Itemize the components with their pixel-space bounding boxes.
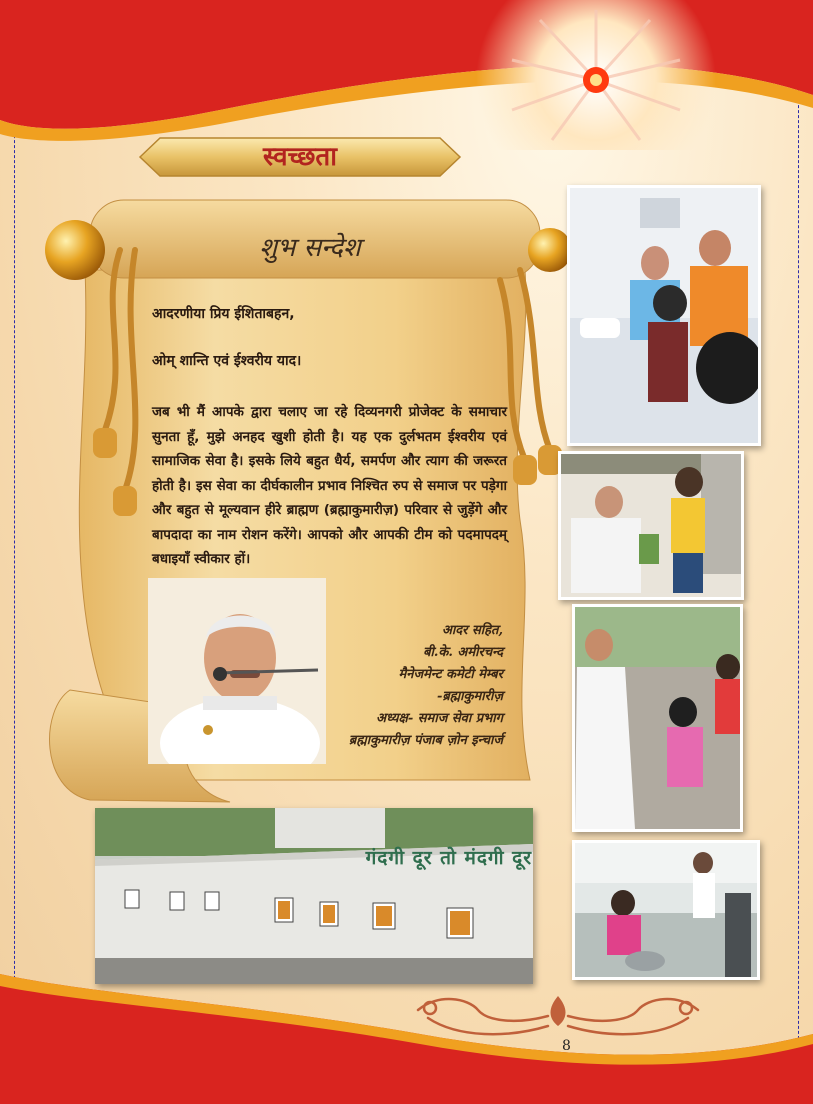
signature-line: अध्यक्ष- समाज सेवा प्रभाग bbox=[376, 711, 503, 726]
signature-line: आदर सहित, bbox=[441, 623, 503, 638]
page-number: 8 bbox=[562, 1038, 571, 1054]
photo-dish-washing bbox=[572, 840, 760, 980]
signature-block bbox=[203, 620, 503, 752]
signature-line: बी.के. अमीरचन्द bbox=[423, 645, 503, 660]
top-banner bbox=[0, 0, 813, 150]
signature-line: मैनेजमेन्ट कमेटी मेम्बर bbox=[398, 667, 503, 682]
crop-mark bbox=[14, 0, 15, 1104]
photo-children-handwash bbox=[567, 185, 761, 446]
scroll-title: शुभ सन्देश bbox=[259, 233, 361, 263]
letter-body: जब भी मैं आपके द्वारा चलाए जा रहे दिव्यनगरी प्रोजेक्ट के समाचार सुनता हूँ, मुझे अनहद खुशी होती है। यह एक दुर्लभतम ईश्वरीय एवं सामाजिक सेवा है। इसके लिये बहुत धैर्य, समर्पण और त्याग की जरूरत होती है। इस सेवा का दीर्घकालीन प्रभाव निश्चित रुप से समाज पर पड़ेगा और बहुत से मूल्यवान हीरे ब्राह्मण (ब्रह्माकुमारीज़) परिवार से जुड़ेंगे और बापदादा का नाम रोशन करेंगे। आपको और आपकी टीम को पदमापदम् बधाइयाँ स्वीकार हों। bbox=[152, 404, 507, 567]
letter bbox=[152, 304, 507, 572]
wall-slogan: गंदगी दूर तो मंदगी दूर bbox=[365, 847, 532, 869]
ornament-flourish bbox=[408, 988, 708, 1048]
crop-mark bbox=[798, 0, 799, 1104]
gold-knob bbox=[45, 220, 105, 280]
section-title: स्वच्छता bbox=[263, 142, 337, 172]
photo-painted-wall bbox=[95, 808, 533, 984]
photo-rakhi bbox=[558, 451, 744, 600]
letter-salutation: आदरणीया प्रिय ईशिताबहन, bbox=[152, 306, 295, 322]
letter-greeting: ओम् शान्ति एवं ईश्वरीय याद। bbox=[152, 353, 302, 369]
gold-knob bbox=[528, 228, 570, 272]
photo-street-children bbox=[572, 604, 743, 832]
signature-line: ब्रह्माकुमारीज़ पंजाब ज़ोन इन्चार्ज bbox=[348, 733, 503, 748]
signature-line: -ब्रह्माकुमारीज़ bbox=[436, 689, 503, 704]
